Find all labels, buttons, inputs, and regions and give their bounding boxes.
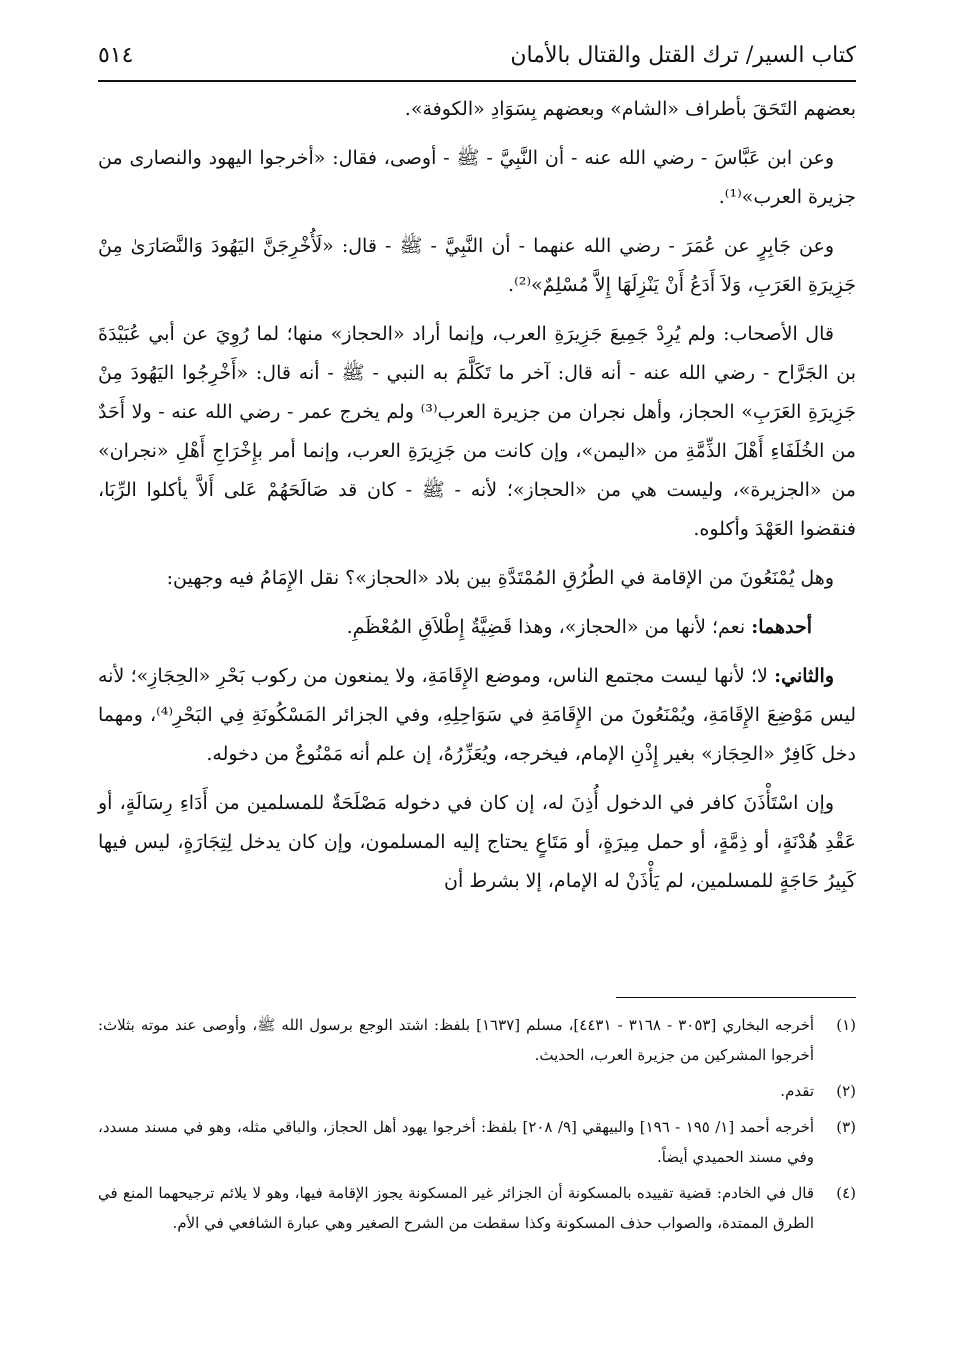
running-title: كتاب السير/ ترك القتل والقتال بالأمان [510,42,856,68]
footnote-text: أخرجه أحمد [١/ ١٩٥ - ١٩٦] والبيهقي [٩/ ٢٠٨] بلفظ: أخرجوا يهود أهل الحجاز، والباقي مثله، وهو في مسند مسدد، وفي مسند الحميدي أيضاً. [98,1118,815,1166]
footnote-number: (٤) [836,1184,856,1202]
footnote [98,1010,856,1070]
footnote-number: (٢) [836,1082,856,1100]
opinion-text: لا؛ لأنها ليست مجتمع الناس، وموضع الإِقَامَةِ، ولا يمنعون من ركوب بَحْرِ «الحِجَازِ»؛ لأنه ليس مَوْضِعَ الإِقَامَةِ، ويُمْنَعُونَ من الإِقَامَةِ في سَوَاحِلِهِ، وفي الجزائر المَسْكُونَةِ فِي البَحْرِ⁽⁴⁾، ومهما دخل كَافِرٌ «الحِجَاز» بغير إِذْنِ الإمام، فيخرجه، ويُعَزِّرُهُ، إن علم أنه مَمْنُوعٌ من دخوله. [98,665,856,765]
opinion-label: والثاني: [774,665,834,687]
paragraph: وهل يُمْنَعُونَ من الإقامة في الطُرُقِ المُمْتَدَّةِ بين بلاد «الحجاز»؟ نقل الإِمَامُ فيه وجهين: [166,567,834,589]
opinion-text: نعم؛ لأنها من «الحجاز»، وهذا قَضِيَّةُ إِطْلاَقِ المُعْظَمِ. [346,616,746,638]
paragraph: وعن ابن عَبَّاسَ - رضي الله عنه - أن النَّبِيَّ - ﷺ - أوصى، فقال: «أخرجوا اليهود والنصارى من جزيرة العرب»⁽¹⁾. [98,147,856,208]
main-text [98,90,856,911]
page-number: ٥١٤ [98,42,134,68]
paragraph: وعن جَابِرٍ عن عُمَرَ - رضي الله عنهما - أن النَّبِيَّ - ﷺ - قال: «لَأُخْرِجَنَّ اليَهُودَ وَالنَّصَارَىٰ مِنْ جَزِيرَةِ العَرَبِ، وَلاَ أَدَعُ أَنْ يَنْزِلَهَا إِلاَّ مُسْلِمٌ»⁽²⁾. [98,235,856,296]
footnote-number: (٣) [836,1118,856,1136]
footnote [98,1112,856,1172]
paragraph: وإن اسْتَأْذَنَ كافر في الدخول أُذِنَ له، إن كان في دخوله مَصْلَحَةٌ للمسلمين من أَدَاءِ رِسَالَةٍ، أو عَقْدِ هُدْنَةٍ، أو ذِمَّةٍ، أو حمل مِيرَةٍ، أو مَتَاعٍ يحتاج إليه المسلمون، وإن كان يدخل لِتِجَارَةٍ، ليس فيها كَبِيرُ حَاجَةٍ للمسلمين، لم يَأْذَنْ له الإمام، إلا بشرط أن [98,792,856,892]
page-header [98,30,856,82]
opinion-label: أحدهما: [751,616,812,638]
paragraph: قال الأصحاب: ولم يُرِدْ جَمِيعَ جَزِيرَةِ العرب، وإنما أراد «الحجاز» منها؛ لما رُوِيَ عن أبي عُبَيْدَةَ بن الجَرَّاح - رضي الله عنه - أنه قال: آخر ما تَكَلَّمَ به النبي - ﷺ - أنه قال: «أَخْرِجُوا اليَهُودَ مِنْ جَزِيرَةِ العَرَبِ» الحجاز، وأهل نجران من جزيرة العرب⁽³⁾ ولم يخرج عمر - رضي الله عنه - ولا أَحَدٌ من الخُلَفَاءِ أَهْلَ الذِّمَّةِ من «اليمن»، وإن كانت من جَزِيرَةِ العرب، وإنما أمر بإِخْرَاجِ أَهْلِ «نجران» من «الجزيرة»، وليست هي من «الحجاز»؛ لأنه - ﷺ - كان قد صَالَحَهُمْ عَلى أَلاَّ يأكلوا الرِّبَا، فنقضوا العَهْدَ وأكلوه. [98,323,856,540]
footnote-number: (١) [836,1016,856,1034]
footnote-text: أخرجه البخاري [٣٠٥٣ - ٣١٦٨ - ٤٤٣١]، مسلم [١٦٣٧] بلفظ: اشتد الوجع برسول الله ﷺ، وأوصى عند موته بثلاث: أخرجوا المشركين من جزيرة العرب، الحديث. [98,1016,815,1064]
footnote [98,1178,856,1238]
second-opinion [98,657,856,774]
footnote-text: تقدم. [780,1082,814,1100]
first-opinion [98,608,856,647]
footnote-text: قال في الخادم: قضية تقييده بالمسكونة أن الجزائر غير المسكونة يجوز الإقامة فيها، وهو لا يلائم ترجيحهما المنع في الطرق الممتدة، والصواب حذف المسكونة وكذا سقطت من الشرح الصغير وهي عبارة الشافعي في الأم. [98,1184,814,1232]
footnotes [98,1010,856,1244]
footnote [98,1076,856,1106]
paragraph: بعضهم التَحَقَ بأطراف «الشام» وبعضهم بِسَوَادِ «الكوفة». [404,98,856,120]
footnote-separator [616,997,856,998]
